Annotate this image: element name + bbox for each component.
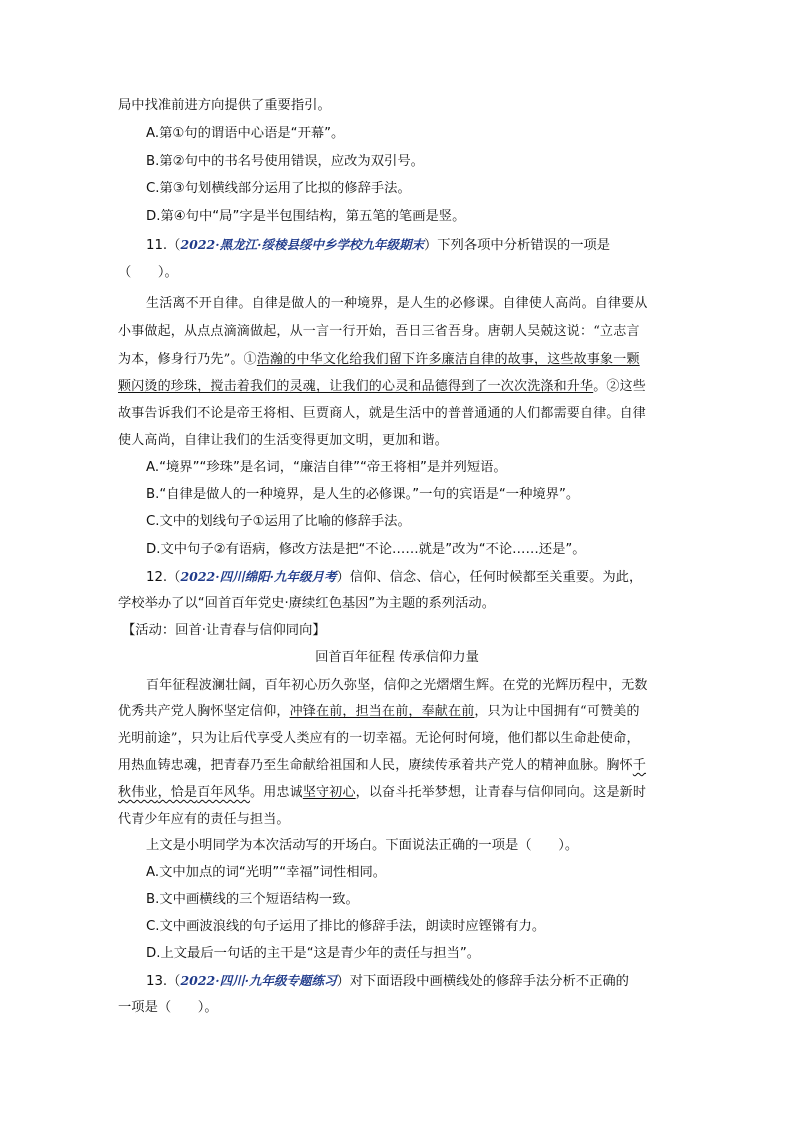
option-a: A.第①句的谓语中心语是“开幕”。 [146,126,345,141]
question-source: 2022·四川·九年级专题练习 [180,973,337,988]
question-ask: 上文是小明同学为本次活动写的开场白。下面说法正确的一项是（ ）。 [146,838,579,853]
passage-line: 百年征程波澜壮阔，百年初心历久弥坚，信仰之光熠熠生辉。在党的光辉历程中，无数 [146,678,648,693]
question-stem-cont: 一项是（ ）。 [118,1000,218,1015]
passage-line: 小事做起，从点点滴滴做起，从一言一行开始，吾日三省吾身。唐朝人吴兢这说：“立志言 [118,324,640,339]
question-stem-cont: 学校举办了以“回首百年党史·赓续红色基因”为主题的系列活动。 [118,596,496,611]
question-13 [146,971,629,992]
wavy-underlined-text: 秋伟业 [118,785,158,800]
option-d: D.第④句中“局”字是半包围结构，第五笔的笔画是竖。 [146,209,466,224]
passage-line: 故事告诉我们不论是帝王将相、巨贾商人，就是生活中的普普通通的人们都需要自律。自律 [118,406,647,421]
underlined-phrases: 坚守初心 [302,785,356,800]
answer-paren: （ ）。 [118,265,178,280]
option-c: C.文中的划线句子①运用了比喻的修辞手法。 [146,514,411,529]
activity-heading: 【活动：回首·让青春与信仰同向】 [122,623,326,638]
passage-line: 使人高尚，自律让我们的生活变得更加文明，更加和谐。 [118,433,449,448]
question-number: 11.（ [146,238,181,253]
underlined-sentence-1-cont: 颗闪烫的珍珠，搅击着我们的灵魂，让我们的心灵和品德得到了一次次洗涤和升华 [118,379,594,394]
passage-text: 。用忠诚 [250,785,303,800]
passage-line: 代青少年应有的责任与担当。 [118,812,290,827]
question-stem: ）信仰、信念、信心，任何时候都至关重要。为此， [336,570,643,585]
option-d: D.上文最后一句话的主干是“这是青少年的责任与担当”。 [146,946,481,961]
option-b: B.文中画横线的三个短语结构一致。 [146,892,359,907]
option-c: C.文中画波浪线的句子运用了排比的修辞手法，朗读时应铿锵有力。 [146,919,546,934]
passage-line [118,350,640,370]
passage-line [118,377,646,397]
question-stem: ）对下面语段中画横线处的修辞手法分析不正确的 [336,974,629,989]
passage-text: ，以奋斗托举梦想，让青春与信仰同向。这是新时 [355,785,647,800]
option-b: B.“自律是做人的一种境界，是人生的必修课。”一句的宾语是“一种境界”。 [146,487,580,502]
option-a: A.“境界”“珍珠”是名词，“廉洁自律”“帝王将相”是并列短语。 [146,460,507,475]
passage-text: 为本，修身行乃先”。① [118,352,257,367]
question-number: 12.（ [146,570,181,585]
wavy-underlined-text: ，恰是 [157,785,198,800]
passage-line: 生活离不开自律。自律是做人的一种境界，是人生的必修课。自律使人高尚。自律要从 [146,296,648,311]
text-line: 局中找准前进方向提供了重要指引。 [118,98,331,113]
option-c: C.第③句划横线部分运用了比拟的修辞手法。 [146,181,411,196]
passage-text: ，只为让中国拥有“可赞美的 [474,704,640,719]
underlined-phrases: 冲锋在前，担当在前，奉献在前 [289,704,475,719]
wavy-underlined-text: 千 [632,758,647,773]
passage-line [118,783,646,803]
passage-text: 。②这些 [593,379,647,394]
question-stem: ）下列各项中分析错误的一项是 [423,238,611,253]
passage-line [118,756,646,776]
passage-title: 回首百年征程 传承信仰力量 [315,650,479,665]
passage-text: 优秀共产党人胸怀坚定信仰， [118,704,290,719]
question-source: 2022·黑龙江·绥棱县绥中乡学校九年级期末 [180,237,424,252]
passage-line: 光明前途”，只为让后代享受人类应有的一切幸福。无论何时何境，他们都以生命赴使命， [118,731,640,746]
passage-line [118,702,640,722]
question-11 [146,235,610,256]
passage-text: 用热血铸忠魂，把青春乃至生命献给祖国和人民，赓续传承着共产党人的精神血脉。胸怀 [118,758,633,773]
question-number: 13.（ [146,974,181,989]
wavy-underlined-text: 百年风华 [197,785,251,800]
option-d: D.文中句子②有语病，修改方法是把“不论……就是”改为“不论……还是”。 [146,542,586,557]
underlined-sentence-1: 浩瀚的中华文化给我们留下许多廉洁自律的故事，这些故事象一颗 [256,352,640,367]
question-source: 2022·四川绵阳·九年级月考 [180,569,337,584]
option-b: B.第②句中的书名号使用错误，应改为双引号。 [146,154,424,169]
question-12 [146,567,642,588]
option-a: A.文中加点的词“光明”“幸福”词性相同。 [146,865,387,880]
